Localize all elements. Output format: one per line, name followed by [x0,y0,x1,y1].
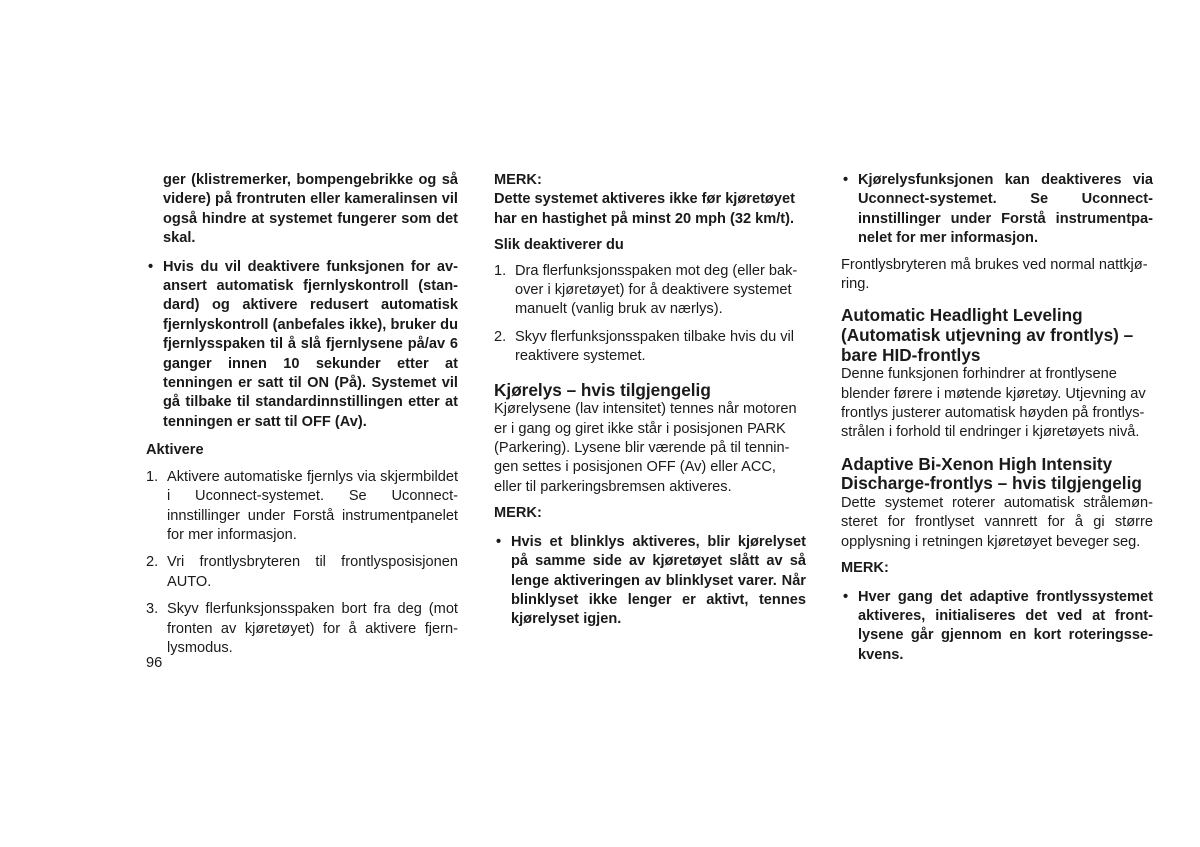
step-number: 2. [494,328,507,345]
bullet-deactivate-drl: • Kjørelysfunksjonen kan deaktiveres via Uconnect-systemet. Se Uconnect-innstillinger under Forstå instrumentpanelet for mer informasjon. [841,171,1153,249]
column-1 [146,171,458,658]
step-text: Skyv flerfunksjonsspaken tilbake hvis du vil reaktivere systemet. [515,328,795,365]
note-label: MERK: [494,505,542,522]
frontlys-text: Frontlysbryteren må brukes ved normal nattkjøring. [841,256,1148,293]
note-label: MERK: [841,560,889,577]
step-number: 1. [146,468,159,485]
step-number: 2. [146,554,159,571]
heading-bi-xenon: Adaptive Bi-Xenon High Intensity Discharge-frontlys – hvis tilgjengelig [841,453,1142,494]
heading-slik-deaktiverer: Slik deaktiverer du [494,237,624,254]
bullet-continuation: ger (klistremerker, bompengebrikke og så videre) på frontruten eller kameralinsen vil også hindre at systemet fungerer som det skal. [163,172,458,247]
step-text: Aktivere automatiske fjernlys via skjermbildet i Uconnect-systemet. Se Uconnect-innstillinger under Forstå instrumentpanelet for mer informasjon. [167,468,458,543]
page-number: 96 [146,655,163,671]
step-number: 1. [494,262,507,279]
step-1 [146,468,458,546]
step-2 [494,328,806,367]
bixenon-text: Dette systemet roterer automatisk strålemønsteret for frontlyset vannrett for å gi større opplysning i retningen kjøretøyet beveger seg. [841,495,1153,550]
note-speed-text: Dette systemet aktiveres ikke før kjøretøyet har en hastighet på minst 20 mph (32 km/t). [494,191,795,227]
note-label: MERK: [494,172,542,188]
step-2 [146,553,458,592]
step-text: Dra flerfunksjonsspaken mot deg (eller bakover i kjøretøyet) for å deaktivere systemet manuelt (vanlig bruk av nærlys). [515,262,798,318]
heading-headlight-leveling: Automatic Headlight Leveling (Automatisk utjevning av frontlys) – bare HID-frontlys [841,305,1134,365]
step-text: Vri frontlysbryteren til frontlysposisjonen AUTO. [167,554,458,590]
kjorelys-text: Kjørelysene (lav intensitet) tennes når motoren er i gang og giret ikke står i posisjonen PARK (Parkering). Lysene blir værende på til tenningen settes i posisjonen OFF (Av) eller ACC, eller til parkeringsbremsen aktiveres. [494,401,797,495]
leveling-text: Denne funksjonen forhindrer at frontlysene blender førere i møtende kjøretøy. Utjevning av frontlys justerer automatisk høyden på frontlysstrålen i forhold til endringer i kjøretøyets nivå. [841,366,1146,441]
step-number: 3. [146,601,159,618]
column-2 [494,171,806,630]
heading-aktivere: Aktivere [146,442,204,459]
bullet-turn-signal: • Hvis et blinklys aktiveres, blir kjørelyset på samme side av kjøretøyet slått av så lenge aktiveringen av blinklyset varer. Når blinklyset ikke lenger er aktivt, tennes kjørelyset igjen. [494,533,806,630]
bullet-adaptive-rotation: • Hver gang det adaptive frontlyssystemet aktiveres, initialiseres det ved at frontlysene går gjennom en kort roteringssekvens. [841,588,1153,666]
column-3 [841,171,1153,665]
heading-kjorelys: Kjørelys – hvis tilgjengelig [494,379,711,400]
bullet-deactivate-auto-high-beam: • Hvis du vil deaktivere funksjonen for avansert automatisk fjernlyskontroll (standard) og aktivere redusert automatisk fjernlyskontroll (anbefales ikke), bruker du fjernlysspaken til å slå fjernlysene på/av 6 ganger innen 10 sekunder etter at tenningen er satt til ON (På). Systemet vil gå tilbake til standardinnstillingen etter at tenningen er satt til OFF (Av). [146,258,458,433]
step-1 [494,262,806,320]
step-text: Skyv flerfunksjonsspaken bort fra deg (mot fronten av kjøretøyet) for å aktivere fjernlysmodus. [167,601,458,656]
step-3 [146,600,458,658]
